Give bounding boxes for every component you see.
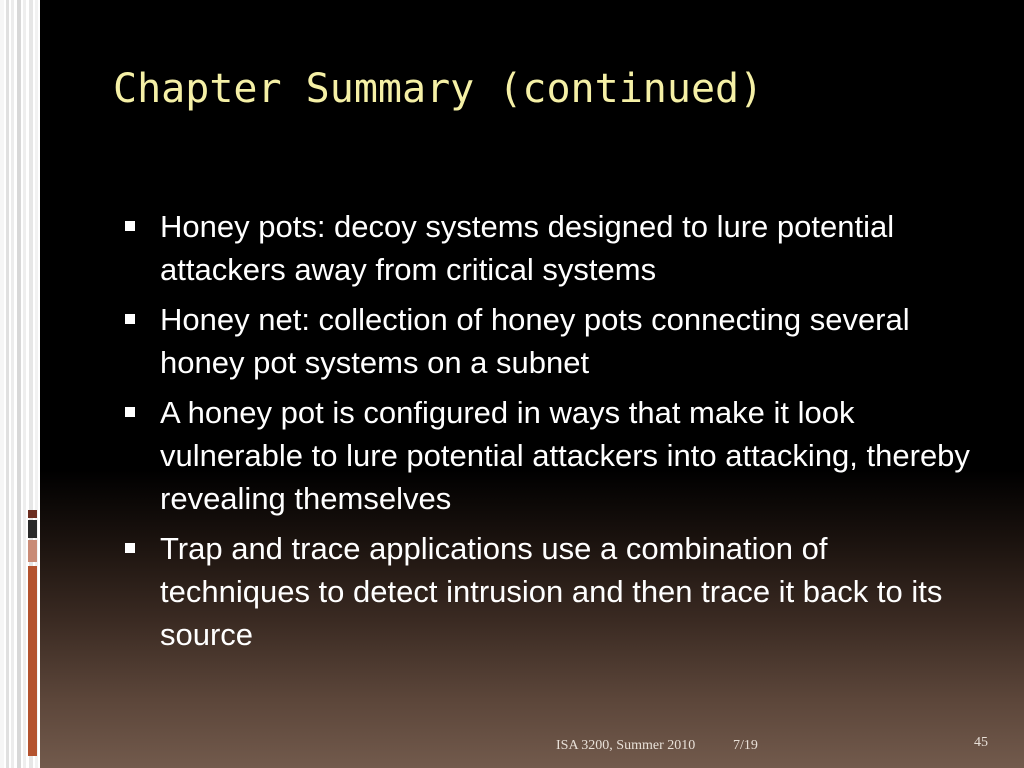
strip-accent-block — [28, 520, 37, 538]
square-bullet-icon — [125, 407, 135, 417]
bullet-text: Honey pots: decoy systems designed to lure potential attackers away from critical systems — [160, 209, 895, 287]
page-number: 45 — [974, 735, 988, 750]
strip-accent-block — [28, 510, 37, 518]
strip-line — [23, 0, 26, 768]
bullet-list — [122, 205, 982, 663]
square-bullet-icon — [125, 314, 135, 324]
strip-line — [17, 0, 21, 768]
bullet-item — [122, 527, 982, 656]
bullet-text: A honey pot is configured in ways that make it look vulnerable to lure potential attackers into attacking, thereby revealing themselves — [160, 395, 970, 516]
bullet-item — [122, 391, 982, 520]
footer-course: ISA 3200, Summer 2010 — [556, 738, 696, 753]
bullet-text: Trap and trace applications use a combination of techniques to detect intrusion and then trace it back to its source — [160, 531, 943, 652]
square-bullet-icon — [125, 221, 135, 231]
footer-date: 7/19 — [733, 738, 758, 753]
strip-line — [0, 0, 4, 768]
strip-accent-block — [28, 540, 37, 562]
strip-line — [11, 0, 14, 768]
decorative-side-strip — [0, 0, 40, 768]
bullet-item — [122, 205, 982, 291]
slide-title: Chapter Summary (continued) — [113, 66, 764, 112]
bullet-item — [122, 298, 982, 384]
strip-line — [6, 0, 9, 768]
square-bullet-icon — [125, 543, 135, 553]
bullet-text: Honey net: collection of honey pots connecting several honey pot systems on a subnet — [160, 302, 910, 380]
strip-accent-bar — [28, 566, 37, 756]
